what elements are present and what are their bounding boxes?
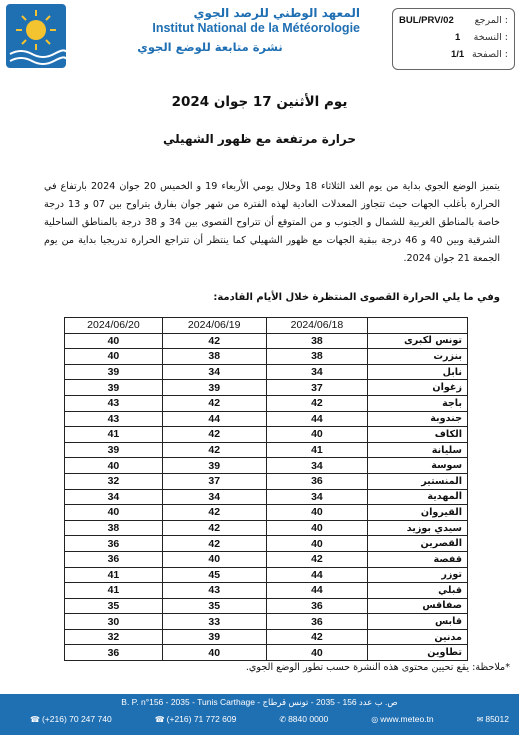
value-cell-0620: 41: [65, 567, 163, 583]
city-header: [368, 318, 468, 334]
value-cell-0620: 40: [65, 333, 163, 349]
value-cell-0619: 42: [162, 520, 266, 536]
value-cell-0620: 40: [65, 505, 163, 521]
table-row: [65, 645, 468, 661]
value-cell-0619: 40: [162, 551, 266, 567]
city-name: قفصة: [368, 551, 468, 567]
table-row: [65, 411, 468, 427]
value-cell-0620: 39: [65, 380, 163, 396]
city-name: سليانة: [368, 442, 468, 458]
value-cell-0618: 44: [266, 583, 368, 599]
value-cell-0619: 42: [162, 333, 266, 349]
globe-icon: ◎: [371, 715, 379, 724]
date-title: يوم الأثنين 17 جوان 2024: [171, 94, 348, 110]
value-cell-0619: 45: [162, 567, 266, 583]
value-cell-0618: 40: [266, 505, 368, 521]
version-value: 1: [455, 32, 461, 43]
page-value: 1/1: [451, 49, 465, 60]
value-cell-0619: 40: [162, 645, 266, 661]
table-row: [65, 598, 468, 614]
value-cell-0618: 34: [266, 458, 368, 474]
value-cell-0618: 37: [266, 380, 368, 396]
reference-box: [392, 8, 515, 70]
city-name: باجة: [368, 395, 468, 411]
headline: حرارة مرتفعة مع ظهور الشهيلي: [163, 132, 356, 146]
value-cell-0620: 41: [65, 427, 163, 443]
value-cell-0619: 33: [162, 614, 266, 630]
city-name: القصرين: [368, 536, 468, 552]
footer-contacts: [30, 714, 509, 728]
value-cell-0618: 34: [266, 364, 368, 380]
value-cell-0620: 36: [65, 536, 163, 552]
ref-value: BUL/PRV/02: [399, 15, 454, 26]
value-cell-0620: 43: [65, 411, 163, 427]
value-cell-0619: 39: [162, 629, 266, 645]
institute-name-fr: Institut National de la Météorologie: [152, 21, 360, 35]
value-cell-0618: 42: [266, 629, 368, 645]
value-cell-0618: 34: [266, 489, 368, 505]
website-link[interactable]: ◎ www.meteo.tn: [371, 714, 434, 724]
value-cell-0620: 43: [65, 395, 163, 411]
table-row: [65, 427, 468, 443]
table-row: [65, 395, 468, 411]
document-header: [0, 0, 519, 78]
postal-code: ✉ 85012: [476, 714, 509, 724]
sun-waves-icon: [6, 4, 66, 68]
table-row: [65, 333, 468, 349]
value-cell-0620: 30: [65, 614, 163, 630]
value-cell-0619: 39: [162, 380, 266, 396]
footer-address: B. P. n°156 - 2035 - Tunis Carthage - ص. ب عدد 156 - 2035 - تونس قرطاج: [121, 697, 398, 707]
value-cell-0620: 39: [65, 442, 163, 458]
ref-row: [399, 15, 508, 29]
inm-logo: [6, 4, 66, 68]
value-cell-0618: 40: [266, 536, 368, 552]
value-cell-0620: 32: [65, 629, 163, 645]
city-name: مدنين: [368, 629, 468, 645]
value-cell-0619: 37: [162, 473, 266, 489]
mail-icon: ✉: [476, 715, 484, 724]
phone-2: ☎ (+216) 71 772 609: [154, 714, 237, 724]
table-row: [65, 458, 468, 474]
table-body: [65, 333, 468, 660]
table-row: [65, 629, 468, 645]
green-number: ✆ 8840 0000: [279, 714, 329, 724]
value-cell-0620: 40: [65, 458, 163, 474]
table-row: [65, 473, 468, 489]
city-name: زغوان: [368, 380, 468, 396]
value-cell-0620: 36: [65, 551, 163, 567]
bulletin-title: نشرة متابعة للوضع الجوي: [137, 40, 283, 54]
footer: [0, 694, 519, 735]
fax-icon: ☎: [154, 715, 165, 724]
max-temperature-table: [64, 317, 468, 661]
value-cell-0620: 35: [65, 598, 163, 614]
city-name: بنزرت: [368, 349, 468, 365]
city-name: سوسة: [368, 458, 468, 474]
table-row: [65, 505, 468, 521]
city-name: المنستير: [368, 473, 468, 489]
value-cell-0618: 36: [266, 598, 368, 614]
table-row: [65, 536, 468, 552]
city-name: جندوبة: [368, 411, 468, 427]
table-row: [65, 489, 468, 505]
city-name: الكاف: [368, 427, 468, 443]
page-label: الصفحة :: [471, 49, 508, 60]
value-cell-0618: 44: [266, 567, 368, 583]
value-cell-0618: 42: [266, 551, 368, 567]
city-name: تطاوين: [368, 645, 468, 661]
city-name: سيدي بوزيد: [368, 520, 468, 536]
date-header: 2024/06/20: [65, 318, 163, 334]
value-cell-0619: 35: [162, 598, 266, 614]
forecast-paragraph: يتميز الوضع الجوي بداية من يوم الغد الثلاثاء 18 وخلال يومي الأربعاء 19 و الخميس 20 جوان 2024 بارتفاع في الحرارة بأغلب الجهات حيث تتجاوز المعدلات العادية لهذه الفترة من شهر جوان بفارق يتراوح بين 07 و 13 درجة خاصة بالمناطق الغربية للشمال و الجنوب و من المتوقع أن تتراوح القصوى بين 34 و 38 درجة بالمناطق الساحلية الشرقية وبين 40 و 46 درجة ببقية الجهات مع ظهور الشهيلي كما ينتظر أن تتراجع الحرارة تدريجيا بداية من يوم الجمعة 21 جوان 2024.: [44, 181, 501, 264]
phone-icon: ✆: [279, 715, 287, 724]
value-cell-0619: 38: [162, 349, 266, 365]
value-cell-0619: 34: [162, 364, 266, 380]
table-row: [65, 364, 468, 380]
value-cell-0620: 32: [65, 473, 163, 489]
city-name: قبلي: [368, 583, 468, 599]
value-cell-0620: 41: [65, 583, 163, 599]
phone-icon: ☎: [30, 715, 40, 724]
table-row: [65, 380, 468, 396]
table-row: [65, 349, 468, 365]
city-name: قابس: [368, 614, 468, 630]
value-cell-0618: 38: [266, 333, 368, 349]
table-header-row: [65, 318, 468, 334]
date-header: 2024/06/19: [162, 318, 266, 334]
value-cell-0618: 40: [266, 645, 368, 661]
table-intro: وفي ما يلي الحرارة القصوى المنتظرة خلال الأيام القادمة:: [213, 292, 500, 303]
value-cell-0619: 44: [162, 411, 266, 427]
value-cell-0620: 34: [65, 489, 163, 505]
value-cell-0619: 42: [162, 427, 266, 443]
value-cell-0618: 42: [266, 395, 368, 411]
value-cell-0618: 44: [266, 411, 368, 427]
value-cell-0620: 36: [65, 645, 163, 661]
city-name: صفاقس: [368, 598, 468, 614]
value-cell-0619: 42: [162, 395, 266, 411]
table-row: [65, 583, 468, 599]
institute-name-ar: المعهد الوطني للرصد الجوي: [193, 6, 360, 20]
value-cell-0619: 42: [162, 442, 266, 458]
table-row: [65, 520, 468, 536]
value-cell-0618: 36: [266, 473, 368, 489]
value-cell-0620: 40: [65, 349, 163, 365]
note: *ملاحظة: يقع تحيين محتوى هذه النشرة حسب تطور الوضع الجوي.: [245, 662, 510, 673]
phone-1: ☎ (+216) 70 247 740: [30, 714, 112, 724]
date-header: 2024/06/18: [266, 318, 368, 334]
value-cell-0619: 42: [162, 536, 266, 552]
value-cell-0618: 40: [266, 520, 368, 536]
value-cell-0618: 40: [266, 427, 368, 443]
value-cell-0618: 38: [266, 349, 368, 365]
value-cell-0618: 41: [266, 442, 368, 458]
page-row: [399, 49, 508, 63]
value-cell-0620: 38: [65, 520, 163, 536]
city-name: توزر: [368, 567, 468, 583]
value-cell-0619: 42: [162, 505, 266, 521]
version-row: [399, 32, 508, 46]
city-name: القيروان: [368, 505, 468, 521]
city-name: المهدية: [368, 489, 468, 505]
city-name: نابل: [368, 364, 468, 380]
value-cell-0618: 36: [266, 614, 368, 630]
version-label: النسخة :: [473, 32, 508, 43]
city-name: تونس لكبرى: [368, 333, 468, 349]
table-row: [65, 442, 468, 458]
value-cell-0620: 39: [65, 364, 163, 380]
table-row: [65, 614, 468, 630]
table-row: [65, 567, 468, 583]
value-cell-0619: 34: [162, 489, 266, 505]
table-row: [65, 551, 468, 567]
value-cell-0619: 39: [162, 458, 266, 474]
value-cell-0619: 43: [162, 583, 266, 599]
ref-label: المرجع :: [474, 15, 508, 26]
